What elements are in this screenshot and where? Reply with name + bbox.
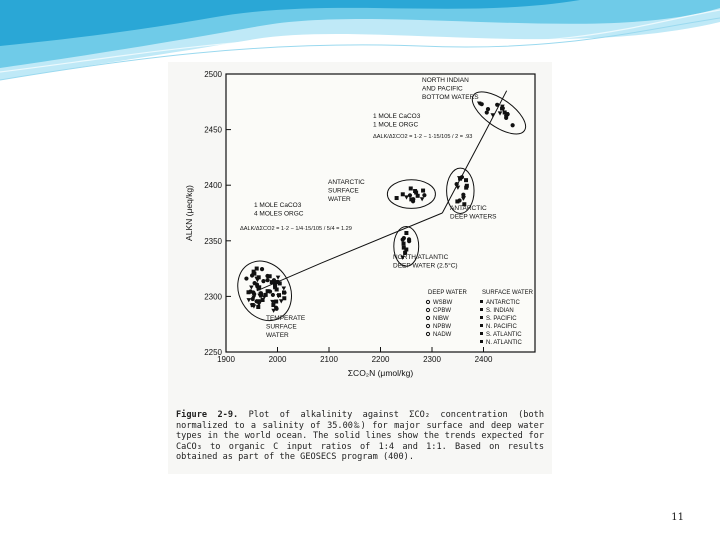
data-point	[282, 296, 286, 300]
data-point	[511, 123, 515, 127]
data-point	[455, 199, 459, 203]
data-point	[252, 270, 256, 274]
data-point	[422, 193, 426, 197]
data-point	[268, 289, 272, 293]
annotation-temperate: SURFACE	[266, 323, 297, 331]
data-point	[401, 192, 405, 196]
annotation-temperate: TEMPERATE	[266, 315, 306, 322]
annotation-antarctic-deep: ANTARCTIC	[450, 205, 487, 212]
data-point	[395, 196, 399, 200]
data-point	[275, 280, 279, 284]
x-tick-label: 2200	[371, 355, 390, 364]
legend-deep-item: NIBW	[433, 316, 449, 322]
data-point	[402, 242, 406, 246]
annotation-ratio-top: 1 MOLE ORGC	[373, 121, 419, 129]
y-axis-label: ALKN (μeq/kg)	[184, 185, 194, 241]
data-point	[268, 274, 272, 278]
data-point	[464, 186, 468, 190]
figure-caption	[176, 410, 544, 463]
legend-surface-item: S. INDIAN	[486, 308, 514, 314]
legend-surface-item: S. ATLANTIC	[486, 332, 522, 338]
data-point	[455, 182, 459, 186]
data-point	[409, 186, 413, 190]
data-point	[464, 178, 468, 182]
data-point	[282, 291, 286, 295]
annotation-ratio-mid: 1 MOLE CaCO3	[254, 202, 302, 209]
y-tick-label: 2500	[204, 70, 222, 79]
alkalinity-scatter-chart	[168, 62, 552, 407]
y-tick-label: 2450	[204, 125, 222, 135]
legend-surface-item: ANTARCTIC	[486, 300, 520, 306]
legend-surface-marker	[480, 340, 483, 343]
legend-surface-marker	[480, 300, 483, 303]
data-point	[402, 246, 406, 250]
data-point	[277, 293, 281, 297]
annotation-north-indian: AND PACIFIC	[422, 85, 463, 93]
figure-panel	[168, 62, 552, 474]
annotation-antarctic-surface: ANTARCTIC	[328, 179, 365, 186]
data-point	[275, 287, 279, 291]
data-point	[250, 273, 254, 277]
data-point	[504, 114, 508, 118]
annotation-north-indian: NORTH INDIAN	[422, 77, 469, 84]
legend-deep-item: WSBW	[433, 300, 453, 306]
legend-surface-marker	[480, 316, 483, 319]
annotation-temperate: WATER	[266, 332, 289, 339]
data-point	[402, 236, 406, 240]
data-point	[407, 239, 411, 243]
data-point	[256, 305, 260, 309]
x-tick-label: 2000	[268, 355, 287, 364]
data-point	[265, 278, 269, 282]
annotation-slope-top: ΔALK/ΔΣCO2 = 1·2 − 1·15/105 / 2 = .93	[373, 134, 473, 140]
y-tick-label: 2300	[204, 292, 222, 302]
data-point	[421, 189, 425, 193]
annotation-north-atlantic: DEEP WATER (2.5°C)	[393, 262, 458, 270]
page-number: 11	[671, 512, 684, 523]
legend-surface-item: N. PACIFIC	[486, 324, 517, 330]
legend-surface-item: N. ATLANTIC	[486, 340, 522, 346]
x-tick-label: 2300	[423, 355, 441, 364]
legend-deep-item: NADW	[433, 332, 452, 338]
data-point	[271, 293, 275, 297]
data-point	[414, 191, 418, 195]
data-point	[408, 193, 412, 197]
legend-deep-item: CPBW	[433, 308, 451, 314]
data-point	[411, 197, 415, 201]
data-point	[252, 292, 256, 296]
caption-label: Figure 2-9.	[176, 410, 239, 420]
x-tick-label: 2100	[320, 355, 338, 364]
annotation-ratio-mid: 4 MOLES ORGC	[254, 210, 304, 218]
data-point	[264, 293, 268, 297]
annotation-antarctic-surface: WATER	[328, 196, 351, 203]
legend-surface-item: S. PACIFIC	[486, 316, 517, 322]
data-point	[495, 103, 499, 107]
data-point	[273, 284, 277, 288]
data-point	[480, 102, 484, 106]
data-point	[260, 267, 264, 271]
y-tick-label: 2250	[204, 348, 222, 357]
data-point	[486, 107, 490, 111]
annotation-antarctic-surface: SURFACE	[328, 187, 359, 195]
annotation-north-atlantic: NORTH ATLANTIC	[393, 254, 449, 261]
legend-surface-marker	[480, 308, 483, 311]
y-tick-label: 2400	[204, 181, 222, 191]
x-axis-label: ΣCO₂N (μmol/kg)	[347, 368, 414, 378]
legend-surface-marker	[480, 324, 483, 327]
legend-deep-title: DEEP WATER	[428, 290, 467, 296]
annotation-north-indian: BOTTOM WATERS	[422, 94, 479, 101]
data-point	[458, 177, 462, 181]
annotation-slope-mid: ΔALK/ΔΣCO2 = 1·2 − 1/4·15/105 / 5/4 = 1.29	[240, 226, 352, 232]
data-point	[261, 298, 265, 302]
annotation-ratio-top: 1 MOLE CaCO3	[373, 113, 421, 120]
data-point	[244, 276, 248, 280]
legend-surface-marker	[480, 332, 483, 335]
x-tick-label: 1900	[217, 355, 235, 364]
data-point	[255, 283, 259, 287]
data-point	[404, 231, 408, 235]
legend-surface-title: SURFACE WATER	[482, 290, 534, 296]
legend-deep-item: NPBW	[433, 324, 451, 330]
data-point	[261, 279, 265, 283]
caption-text: Plot of alkalinity against ΣCO₂ concentration (both normalized to a salinity of 35.00‰) for major surface and deep water types in the world ocean. The solid lines show the trends expected for CaCO₃ to organic C input ratios of 1:4 and 1:1. Based on results obtained as part of the GEOSECS program (400).	[176, 410, 544, 463]
y-tick-label: 2350	[204, 236, 222, 246]
data-point	[257, 286, 261, 290]
data-point	[246, 290, 250, 294]
x-tick-label: 2400	[474, 355, 493, 364]
data-point	[272, 278, 276, 282]
annotation-antarctic-deep: DEEP WATERS	[450, 213, 497, 221]
